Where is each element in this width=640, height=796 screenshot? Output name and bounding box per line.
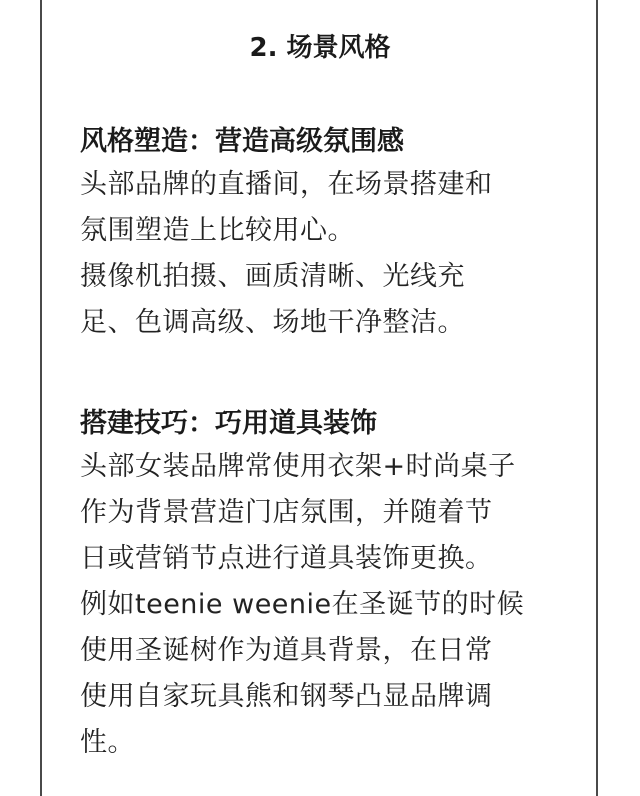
section-build-tips — [80, 404, 580, 766]
paragraph-line: 例如teenie weenie在圣诞节的时候 — [80, 589, 525, 620]
paragraph-line: 氛围塑造上比较用心。 — [80, 215, 355, 246]
paragraph-line: 日或营销节点进行道具装饰更换。 — [80, 543, 493, 574]
paragraph-line: 作为背景营造门店氛围，并随着节 — [80, 497, 493, 528]
section-spacer — [80, 346, 580, 404]
paragraph-line: 使用圣诞树作为道具背景，在日常 — [80, 635, 493, 666]
section-heading: 搭建技巧：巧用道具装饰 — [80, 408, 377, 439]
paragraph-line: 足、色调高级、场地干净整洁。 — [80, 307, 465, 338]
paragraph-line: 头部女装品牌常使用衣架+时尚桌子 — [80, 451, 516, 482]
paragraph-line: 性。 — [80, 727, 135, 758]
section-style-shaping — [80, 122, 580, 346]
page-title: 2. 场景风格 — [249, 33, 391, 63]
article-body — [80, 122, 580, 766]
paragraph-line: 摄像机拍摄、画质清晰、光线充 — [80, 261, 465, 292]
paragraph-line: 头部品牌的直播间，在场景搭建和 — [80, 169, 493, 200]
paragraph-line: 使用自家玩具熊和钢琴凸显品牌调 — [80, 681, 493, 712]
section-heading: 风格塑造：营造高级氛围感 — [80, 126, 404, 157]
